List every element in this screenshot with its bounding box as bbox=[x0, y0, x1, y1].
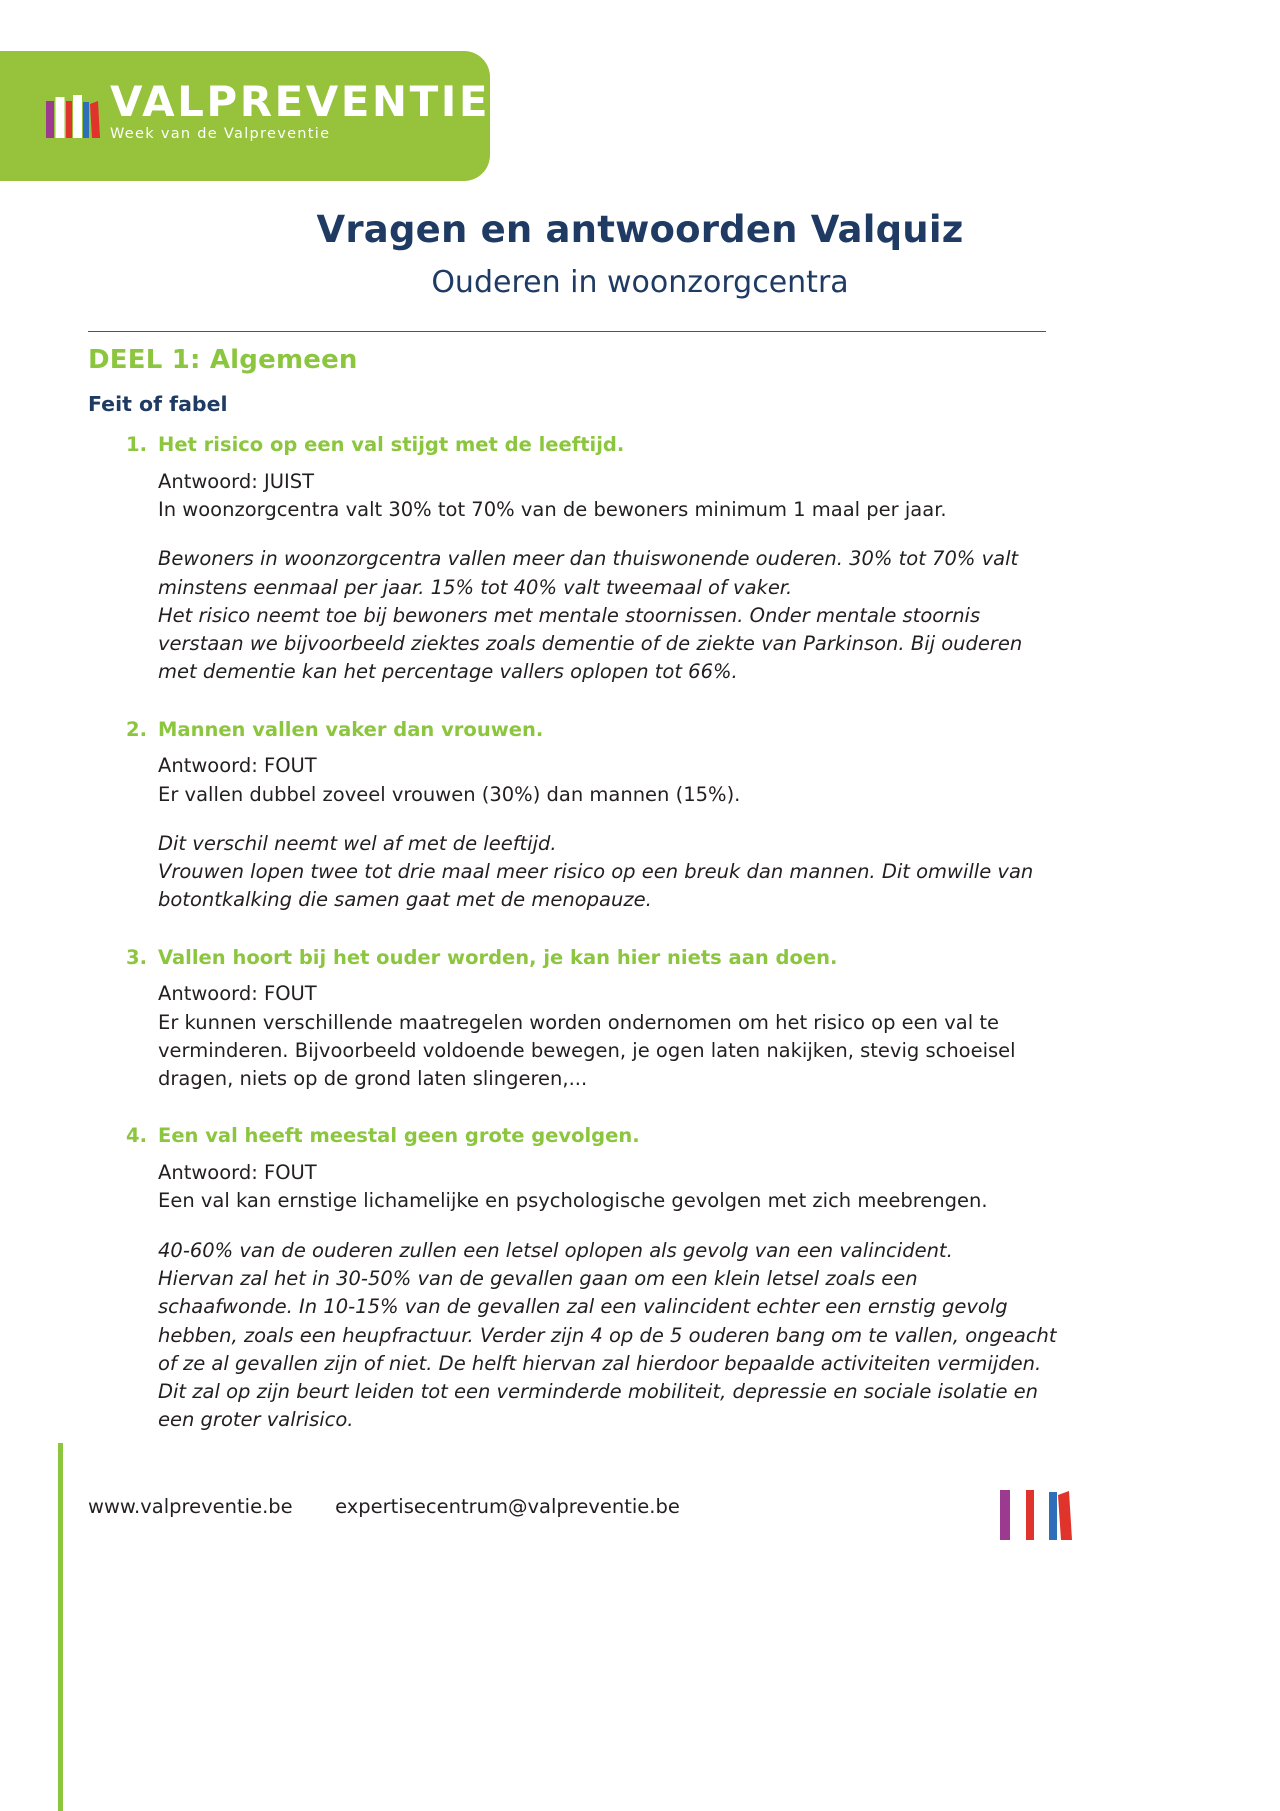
footer-accent-bar bbox=[58, 1443, 63, 1811]
brand-tld: .be bbox=[490, 96, 533, 122]
answer-label: Antwoord: FOUT bbox=[158, 1161, 317, 1185]
question-text: Mannen vallen vaker dan vrouwen. bbox=[158, 717, 544, 741]
answer-block bbox=[158, 468, 1058, 687]
answer-label: Antwoord: FOUT bbox=[158, 754, 317, 778]
question-answer-list bbox=[88, 432, 1058, 1435]
question-text: Het risico op een val stijgt met de leeftijd. bbox=[158, 433, 625, 456]
question-row bbox=[126, 945, 1058, 971]
page-title: Vragen en antwoorden Valquiz bbox=[316, 208, 964, 251]
brand-wordmark bbox=[110, 77, 533, 142]
answer-block bbox=[158, 1159, 1058, 1434]
explanation-paragraph: 40-60% van de ouderen zullen een letsel oplopen als gevolg van een valincident. bbox=[158, 1238, 953, 1262]
page-subtitle: Ouderen in woonzorgcentra bbox=[431, 265, 849, 300]
explanation-paragraph: Hiervan zal het in 30-50% van de gevallen gaan om een klein letsel zoals een schaafwonde. In 10-15% van de gevallen zal een valincident echter een ernstig gevolg hebben, zoals een heupfractuur. Verder zijn 4 op de 5 ouderen bang om te vallen, ongeacht of ze al gevallen zijn of niet. De helft hiervan zal hierdoor bepaalde activiteiten vermijden. Dit zal op zijn beurt leiden tot een verminderde mobiliteit, depressie en sociale isolatie en een groter valrisico. bbox=[158, 1266, 1057, 1432]
answer-detail: Een val kan ernstige lichamelijke en psychologische gevolgen met zich meebrengen. bbox=[158, 1189, 988, 1213]
explanation-paragraph: Bewoners in woonzorgcentra vallen meer dan thuiswonende ouderen. 30% tot 70% valt minstens eenmaal per jaar. 15% tot 40% valt tweemaal of vaker. bbox=[158, 547, 1019, 599]
question-number: 2. bbox=[126, 717, 147, 741]
footer-email-link[interactable]: expertisecentrum@valpreventie.be bbox=[335, 1495, 680, 1518]
section-spacer bbox=[88, 923, 1058, 945]
answer-label: Antwoord: JUIST bbox=[158, 469, 315, 493]
explanation bbox=[158, 545, 1058, 686]
footer-website-link[interactable]: www.valpreventie.be bbox=[88, 1495, 293, 1518]
answer-label: Antwoord: FOUT bbox=[158, 982, 317, 1006]
brand-logo bbox=[46, 77, 533, 142]
explanation bbox=[158, 830, 1058, 915]
question-number: 4. bbox=[126, 1124, 147, 1148]
list-item bbox=[88, 945, 1058, 1094]
explanation-paragraph: Dit verschil neemt wel af met de leeftijd. bbox=[158, 831, 557, 855]
footer-contact bbox=[88, 1495, 680, 1518]
title-divider bbox=[88, 331, 1046, 332]
list-item bbox=[88, 1123, 1058, 1434]
question-row bbox=[126, 1123, 1058, 1149]
explanation bbox=[158, 1237, 1058, 1435]
question-text: Een val heeft meestal geen grote gevolgen. bbox=[158, 1124, 640, 1148]
list-item bbox=[88, 717, 1058, 915]
answer-detail: In woonzorgcentra valt 30% tot 70% van de bewoners minimum 1 maal per jaar. bbox=[158, 498, 947, 521]
question-row bbox=[126, 432, 1058, 458]
sub-heading: Feit of fabel bbox=[88, 392, 228, 416]
answer-detail: Er kunnen verschillende maatregelen worden ondernomen om het risico op een val te verminderen. Bijvoorbeeld voldoende bewegen, je ogen laten nakijken, stevig schoeisel dragen, niets op de grond laten slingeren,... bbox=[158, 1010, 1016, 1091]
answer-block bbox=[158, 752, 1058, 914]
section-spacer bbox=[88, 1101, 1058, 1123]
brand-header-band bbox=[0, 51, 533, 181]
answer-detail: Er vallen dubbel zoveel vrouwen (30%) dan mannen (15%). bbox=[158, 782, 741, 806]
books-icon bbox=[46, 91, 100, 138]
explanation-paragraph: Vrouwen lopen twee tot drie maal meer risico op een breuk dan mannen. Dit omwille van botontkalking die samen gaat met de menopauze. bbox=[158, 860, 1034, 912]
document-content bbox=[88, 345, 1058, 1443]
section-spacer bbox=[88, 695, 1058, 717]
part-heading: DEEL 1: Algemeen bbox=[88, 345, 358, 375]
question-number: 3. bbox=[126, 945, 147, 969]
list-item bbox=[88, 432, 1058, 687]
explanation-paragraph: Het risico neemt toe bij bewoners met mentale stoornissen. Onder mentale stoornis verstaan we bijvoorbeeld ziektes zoals dementie of de ziekte van Parkinson. Bij ouderen met dementie kan het percentage vallers oplopen tot 66%. bbox=[158, 603, 1023, 684]
question-text: Vallen hoort bij het ouder worden, je kan hier niets aan doen. bbox=[158, 945, 838, 969]
brand-name: VALPREVENTIE.be bbox=[110, 77, 533, 126]
question-row bbox=[126, 717, 1058, 743]
question-number: 1. bbox=[126, 433, 147, 456]
answer-block bbox=[158, 980, 1058, 1093]
footer-books-icon bbox=[1000, 1478, 1072, 1540]
brand-tagline: Week van de Valpreventie bbox=[110, 126, 331, 142]
